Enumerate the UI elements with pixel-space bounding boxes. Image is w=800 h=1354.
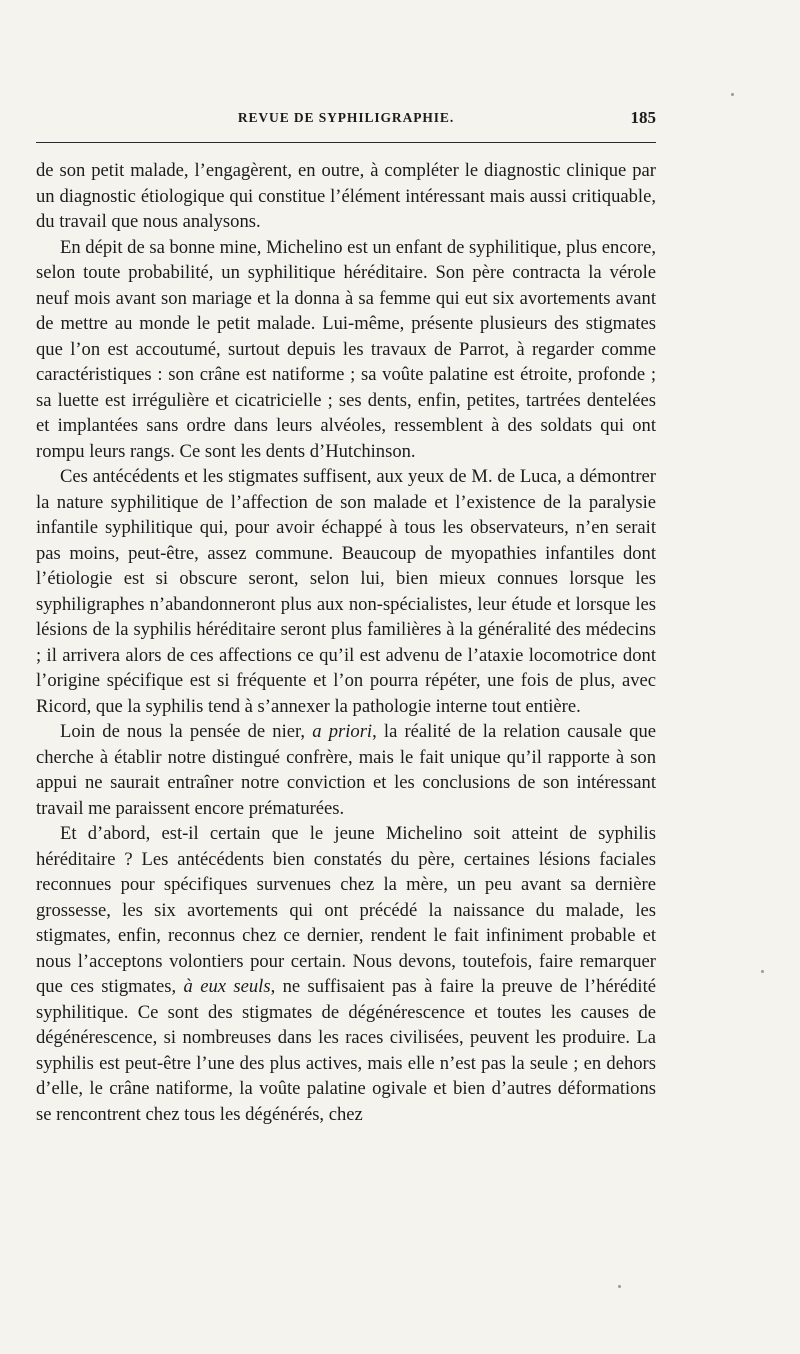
body-text bbox=[36, 158, 656, 1127]
header-rule bbox=[36, 142, 656, 143]
emphasis: a priori bbox=[312, 721, 373, 742]
paragraph: En dépit de sa bonne mine, Michelino est un enfant de syphilitique, plus encore, selon toute probabilité, un syphilitique héréditaire. Son père contracta la vérole neuf mois avant son mariage et la donna à sa femme qui eut six avortements avant de mettre au monde le petit malade. Lui-même, présente plusieurs des stigmates que l’on est accoutumé, surtout depuis les travaux de Parrot, à regarder comme caractéristiques : son crâne est natiforme ; sa voûte palatine est étroite, profonde ; sa luette est irrégulière et cicatricielle ; ses dents, enfin, petites, tartrées dentelées et implantées sans ordre dans leurs alvéoles, ressemblent à des soldats qui ont rompu leurs rangs. Ce sont les dents d’Hutchinson. bbox=[36, 236, 656, 462]
paragraph-text: Loin de nous la pensée de nier, bbox=[60, 721, 313, 742]
paragraph-text: , la réalité de la relation causale que cherche à établir notre distingué confrère, mais le fait unique qu’il rapporte à son appui ne saurait entraîner notre conviction et les conclusions de son intéressant travail me paraissent encore prématurées. bbox=[36, 721, 657, 819]
paragraph: Ces antécédents et les stigmates suffisent, aux yeux de M. de Luca, a démontrer la nature syphilitique de l’affection de son malade et l’existence de la paralysie infantile syphilitique qui, pour avoir échappé à tous les observateurs, n’en serait pas moins, peut-être, assez commune. Beaucoup de myopathies infantiles dont l’étiologie est si obscure seront, selon lui, bien mieux connues lorsque les syphiligraphes n’abandonneront plus aux non-spécialistes, leur étude et lorsque les lésions de la syphilis héréditaire seront plus familières à la généralité des médecins ; il arrivera alors de ces affections ce qu’il est advenu de l’ataxie locomotrice dont l’origine spécifique est si fréquente et l’on pourra répéter, une fois de plus, avec Ricord, que la syphilis tend à s’annexer la pathologie interne tout entière. bbox=[36, 466, 656, 717]
paragraph bbox=[36, 719, 656, 821]
paragraph-text: , ne suffisaient pas à faire la preuve de l’hérédité syphilitique. Ce sont des stigmates de dégénérescence et toutes les causes de dégénérescence, si nombreuses dans les races civilisées, peuvent les produire. La syphilis est peut-être l’une des plus actives, mais elle n’est pas la seule ; en dehors d’elle, le crâne natiforme, la voûte palatine ogivale et bien d’autres déformations se rencontrent chez tous les dégénérés, chez bbox=[36, 976, 656, 1125]
paper-speck bbox=[731, 93, 734, 96]
paragraph: de son petit malade, l’engagèrent, en outre, à compléter le diagnostic clinique par un diagnostic étiologique qui constitue l’élément intéressant mais aussi critiquable, du travail que nous analysons. bbox=[36, 160, 656, 232]
paragraph bbox=[36, 821, 656, 1127]
emphasis: à eux seuls bbox=[183, 976, 271, 997]
page-number: 185 bbox=[630, 108, 656, 127]
paper-speck bbox=[618, 1285, 621, 1288]
paragraph-text: Et d’abord, est-il certain que le jeune Michelino soit atteint de syphilis héréditaire ? Les antécédents bien constatés du père, certaines lésions faciales reconnues pour spécifiques survenues chez la mère, un peu avant sa dernière grossesse, les six avortements qui ont précédé la naissance du malade, les stigmates, enfin, reconnus chez ce dernier, rendent le fait infiniment probable et nous l’acceptons volontiers pour certain. Nous devons, toutefois, faire remarquer que ces stigmates, bbox=[36, 823, 656, 997]
running-title: REVUE DE SYPHILIGRAPHIE. bbox=[237, 110, 455, 125]
paper-speck bbox=[761, 970, 764, 973]
page-header bbox=[36, 110, 656, 132]
